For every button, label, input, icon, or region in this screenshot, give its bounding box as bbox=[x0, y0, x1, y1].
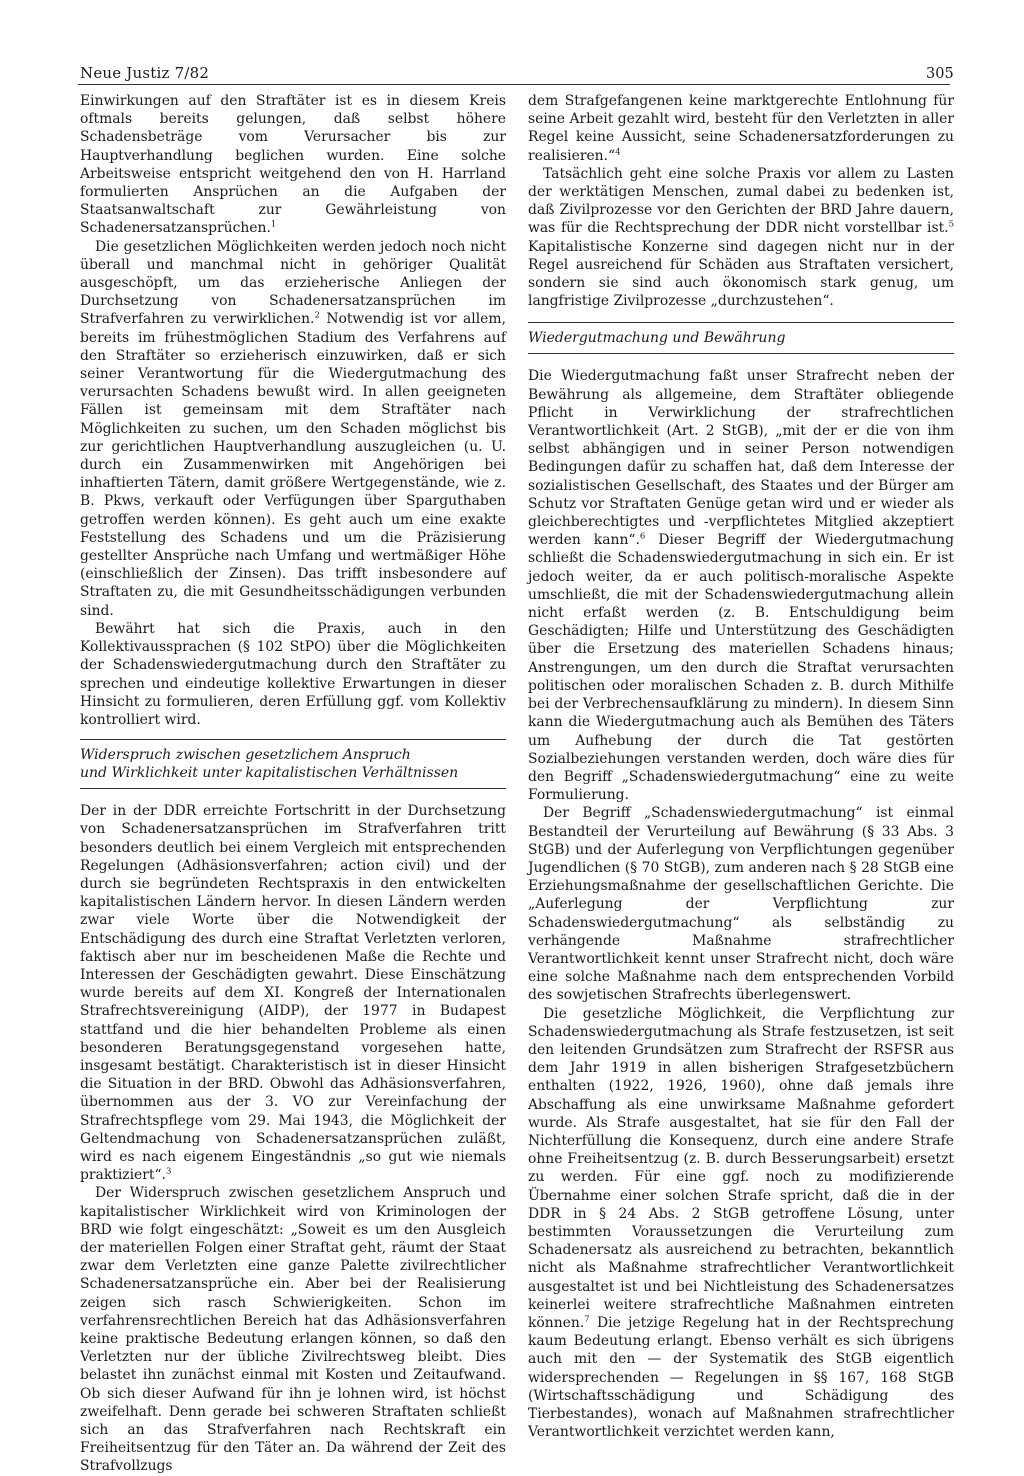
paragraph-text: Dieser Begriff der Wiedergutmachung schließt die Schadenswiedergutmachung in sich ein. Er ist jedoch weiter, da er auch politisch-moralische Aspekte umschließt, die mit der Schadenswiedergutmachung allein nicht erfaßt werden (z. B. Entschuldigung beim Geschädigten; Hilfe und Unterstützung des Geschädigten über die Ersetzung des materiellen Schadens hinaus; Anstrengungen, um den durch die Straftat verursachten politischen oder moralischen Schaden z. B. durch Mithilfe bei der Verbrechensaufklärung zu mindern). In diesem Sinn kann die Wiedergutmachung auch als Bemühen des Täters um Aufhebung der durch die Tat gestörten Sozialbeziehungen verstanden werden, doch wäre dies für den Begriff „Schadenswiedergutmachung“ eine zu weite Formulierung. bbox=[528, 532, 954, 804]
section-heading-line: und Wirklichkeit unter kapitalistischen Verhältnissen bbox=[80, 765, 459, 782]
section-heading-block bbox=[528, 322, 954, 354]
footnote-ref: 6 bbox=[639, 531, 646, 542]
paragraph-text: Die gesetzliche Möglichkeit, die Verpflichtung zur Schadenswiedergutmachung als Strafe festzusetzen, ist seit den leitenden Grundsätzen zum Strafrecht der RSFSR aus dem Jahr 1919 in allen bisherigen Strafgesetzbüchern enthalten (1922, 1926, 1960), ohne daß jemals ihre Abschaffung als eine unwirksame Maßnahme gefordert wurde. Als Strafe ausgestaltet, hat sie für den Fall der Nichterfüllung die Konsequenz, durch eine andere Strafe ohne Freiheitsentzug (z. B. durch Besserungsarbeit) ersetzt zu werden. Für eine ggf. noch zu modifizierende Übernahme einer solchen Strafe spricht, daß die in der DDR in § 24 Abs. 2 StGB getroffene Lösung, unter bestimmten Voraussetzungen die Verurteilung zum Schadenersatz als ausreichend zu betrachten, bekanntlich nicht als Maßnahme strafrechtlicher Verantwortlichkeit ausgestaltet ist und bei Nichtleistung des Schadenersatzes keinerlei weitere strafrechtliche Maßnahmen eintreten können. bbox=[528, 1005, 954, 1331]
paragraph-text: Notwendig ist vor allem, bereits im frühestmöglichen Stadium des Verfahrens auf den Straftäter so erzieherisch einzuwirken, daß er sich seiner Verantwortung für die Wiedergutmachung des verursachten Schadens bewußt wird. In allen geeigneten Fällen ist gemeinsam mit dem Straftäter nach Möglichkeiten zu suchen, um den Schaden möglichst bis zur gerichtlichen Hauptverhandlung auszugleichen (u. U. durch ein Zusammenwirken mit Angehörigen bei inhaftierten Tätern, damit größere Wertgegenstände, wie z. B. Pkws, verkauft oder Verfügungen über Sparguthaben getroffen werden können). Es geht auch um eine exakte Feststellung des Schadens und um die Präzisierung gestellter Ansprüche nach Umfang und wertmäßiger Höhe (einschließlich der Zinsen). Das trifft insbesondere auf Straftaten zu, die mit Gesundheitsschädigungen verbunden sind. bbox=[80, 311, 506, 619]
paragraph-text: Einwirkungen auf den Straftäter ist es in diesem Kreis oftmals bereits gelungen, daß selbst höhere Schadensbeträge vom Verursacher bis zur Hauptverhandlung beglichen wurden. Eine solche Arbeitsweise entspricht weitgehend den von H. Harrland formulierten Ansprüchen an die Aufgaben der Staatsanwaltschaft zur Gewährleistung von Schadenersatzansprüchen. bbox=[80, 93, 506, 237]
left-column bbox=[80, 92, 506, 1476]
section-heading-block bbox=[80, 739, 506, 789]
paragraph-text: dem Strafgefangenen keine marktgerechte Entlohnung für seine Arbeit gezahlt wird, besteht für den Verletzten in aller Regel keine Aussicht, seine Schadenersatzforderungen zu realisieren.“ bbox=[528, 93, 954, 164]
paragraph-text: Die Wiedergutmachung faßt unser Strafrecht neben der Bewährung als allgemeine, dem Straftäter obliegende Pflicht in Verwirklichung der strafrechtlichen Verantwortlichkeit (Art. 2 StGB), „mit der er die von ihm selbst abhängigen und in seiner Person notwendigen Bedingungen dafür zu schaffen hat, daß dem Interesse der sozialistischen Gesellschaft, des Staates und der Bürger am Schutz vor Straftaten Genüge getan wird und er wieder als gleichberechtigtes und -verpflichtetes Mitglied akzeptiert werden kann“. bbox=[528, 368, 954, 549]
paragraph-text: Die gesetzlichen Möglichkeiten werden jedoch noch nicht überall und manchmal nicht in gehöriger Qualität ausgeschöpft, um das erzieherische Anliegen der Durchsetzung von Schadenersatzansprüchen im Strafverfahren zu verwirklichen. bbox=[80, 238, 506, 328]
paragraph-text: Der Begriff „Schadenswiedergutmachung“ ist einmal Bestandteil der Verurteilung auf Bewährung (§ 33 Abs. 3 StGB) und der Auferlegung von Verpflichtungen gegenüber Jugendlichen (§ 70 StGB), zum anderen nach § 28 StGB eine Erziehungsmaßnahme der gesellschaftlichen Gerichte. Die „Auferlegung der Verpflichtung zur Schadenswiedergutmachung“ als selbständig zu verhängende Maßnahme strafrechtlicher Verantwortlichkeit kennt unser Strafrecht nicht, doch wäre eine solche Maßnahme nach dem entsprechenden Vorbild des sowjetischen Strafrechts überlegenswert. bbox=[528, 805, 954, 1004]
paragraph bbox=[528, 92, 954, 165]
footnote-ref: 3 bbox=[165, 1166, 172, 1177]
paragraph bbox=[528, 367, 954, 804]
header-rule bbox=[78, 84, 950, 85]
section-rule bbox=[528, 353, 954, 354]
paragraph-text: Kapitalistische Konzerne sind dagegen nicht nur in der Regel ausreichend für Schäden aus Straftaten versichert, sondern sie sind auch ökonomisch stark genug, um langfristige Zivilprozesse „durchzustehen“. bbox=[528, 238, 954, 310]
footnote-ref: 1 bbox=[270, 219, 277, 230]
paragraph-text: Der Widerspruch zwischen gesetzlichem Anspruch und kapitalistischer Wirklichkeit wird von Kriminologen der BRD wie folgt eingeschätzt: „Soweit es um den Ausgleich der materiellen Folgen einer Straftat geht, räumt der Staat zwar dem Verletzten eine ganze Palette zivilrechtlicher Schadenersatzansprüche ein. Aber bei der Realisierung zeigen sich rasch Schwierigkeiten. Schon im verfahrensrechtlichen Bereich hat das Adhäsionsverfahren keine praktische Bedeutung erlangen können, so daß den Verletzten nur der übliche Zivilrechtsweg bleibt. Dies belastet ihn zunächst einmal mit Kosten und Zeitaufwand. Ob sich dieser Aufwand für ihn je lohnen wird, ist höchst zweifelhaft. Denn gerade bei schweren Straftaten schließt sich an das Strafverfahren nach Rechtskraft ein Freiheitsentzug für den Täter an. Da während der Zeit des Strafvollzugs bbox=[80, 1185, 506, 1475]
paragraph bbox=[528, 804, 954, 1004]
page-number: 305 bbox=[926, 66, 954, 82]
paragraph-text: Die jetzige Regelung hat in der Rechtsprechung kaum Bedeutung erlangt. Ebenso verhält es sich übrigens auch mit den — der Systematik des StGB eigentlich widersprechenden — Regelungen in §§ 167, 168 StGB (Wirtschaftsschädigung und Schädigung des Tierbestandes), wonach auf Maßnahmen strafrechtlicher Verantwortlichkeit verzichtet werden kann, bbox=[528, 1315, 954, 1441]
footnote-ref: 4 bbox=[615, 146, 621, 157]
section-rule bbox=[80, 788, 506, 789]
paragraph bbox=[80, 620, 506, 729]
right-column bbox=[528, 92, 954, 1441]
paragraph-text: Bewährt hat sich die Praxis, auch in den Kollektivaussprachen (§ 102 StPO) über die Möglichkeiten der Schadenswiedergutmachung durch den Straftäter zu sprechen und eindeutige kollektive Erwartungen in dieser Hinsicht zu formulieren, deren Erfüllung ggf. vom Kollektiv kontrolliert wird. bbox=[80, 620, 506, 728]
section-heading-line: Widerspruch zwischen gesetzlichem Anspruch bbox=[80, 747, 411, 764]
paragraph bbox=[80, 802, 506, 1184]
section-heading: Wiedergutmachung und Bewährung bbox=[528, 330, 786, 347]
footnote-ref: 5 bbox=[948, 219, 954, 230]
paragraph-text: Der in der DDR erreichte Fortschritt in der Durchsetzung von Schadenersatzansprüchen im Strafverfahren tritt besonders deutlich bei einem Vergleich mit entsprechenden Regelungen (Adhäsionsverfahren; action civil) und der durch sie begründeten Rechtspraxis in den entwickelten kapitalistischen Ländern hervor. In diesen Ländern werden zwar viele Worte über die Notwendigkeit der Entschädigung des durch eine Straftat Verletzten verloren, faktisch aber nur im bescheidenen Maße die Rechte und Interessen der Geschädigten gewahrt. Diese Einschätzung wurde bereits auf dem XI. Kongreß der Internationalen Strafrechtsvereinigung (AIDP), der 1977 in Budapest stattfand und die hier behandelten Probleme als einen besonderen Beratungsgegenstand vorgesehen hatte, insgesamt bestätigt. Charakteristisch ist in dieser Hinsicht die Situation in der BRD. Obwohl das Adhäsionsverfahren, übernommen aus der 3. VO zur Vereinfachung der Strafrechtspflege vom 29. Mai 1943, die Möglichkeit der Geltendmachung von Schadenersatzansprüchen zuläßt, wird es nach eigenem Eingeständnis „so gut wie niemals praktiziert“. bbox=[80, 803, 506, 1184]
paragraph-text: Tatsächlich geht eine solche Praxis vor allem zu Lasten der werktätigen Menschen, zumal dabei zu bedenken ist, daß Zivilprozesse vor den Gerichten der BRD Jahre dauern, was für die Rechtsprechung der DDR nicht vorstellbar ist. bbox=[528, 165, 954, 237]
footnote-ref: 2 bbox=[314, 310, 320, 321]
paragraph bbox=[528, 1005, 954, 1442]
paragraph bbox=[80, 238, 506, 620]
paragraph bbox=[80, 92, 506, 238]
section-heading bbox=[80, 740, 506, 788]
footnote-ref: 7 bbox=[584, 1314, 590, 1325]
paragraph bbox=[528, 165, 954, 311]
paragraph bbox=[80, 1184, 506, 1475]
journal-header: Neue Justiz 7/82 bbox=[80, 64, 210, 82]
